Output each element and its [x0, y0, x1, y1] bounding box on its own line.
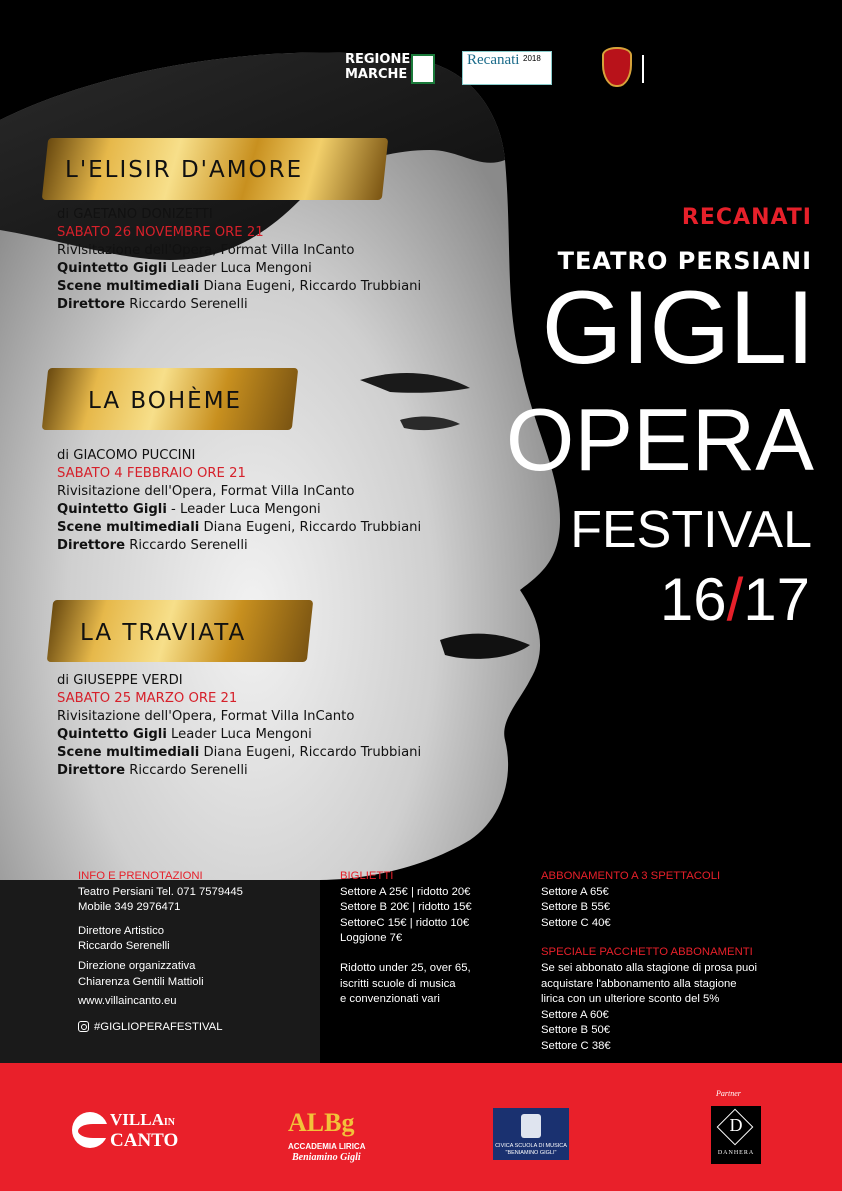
- civica-scuola-logo: CIVICA SCUOLA DI MUSICA "BENIAMINO GIGLI": [493, 1108, 569, 1160]
- festival-title-opera: OPERA: [505, 390, 814, 489]
- opera-details-traviata: di GIUSEPPE VERDI SABATO 25 MARZO ORE 21 Rivisitazione dell'Opera, Format Villa InCanto Quintetto Gigli Leader Luca Mengoni Scene multimediali Diana Eugeni, Riccardo Trubbiani Direttore Riccardo Serenelli: [57, 673, 422, 778]
- opera-title-boheme: LA BOHÈME: [88, 388, 243, 414]
- instagram-icon: [78, 1021, 89, 1032]
- city-label: RECANATI: [681, 205, 812, 230]
- opera-title-traviata: LA TRAVIATA: [80, 620, 247, 646]
- villa-in-canto-icon: [72, 1112, 108, 1148]
- accademia-lirica-logo: ALBg ACCADEMIA LIRICA Beniamino Gigli: [288, 1108, 366, 1163]
- danhera-logo: D DANHERA: [711, 1106, 761, 1164]
- instagram-hashtag[interactable]: #GIGLIOPERAFESTIVAL: [78, 1020, 298, 1036]
- website-link[interactable]: www.villaincanto.eu: [78, 995, 177, 1008]
- tickets-column: BIGLIETTI Settore A 25€ | ridotto 20€ Settore B 20€ | ridotto 15€ SettoreC 15€ | ridotto 10€ Loggione 7€ Ridotto under 25, over 65, iscritti scuole di musica e convenzionati vari: [340, 870, 472, 1006]
- city-crest-icon: [602, 47, 632, 87]
- civica-emblem-icon: [521, 1114, 541, 1138]
- festival-title-festival: FESTIVAL: [570, 501, 812, 559]
- recanati-2018-logo: Recanati 2018: [462, 51, 552, 85]
- opera-details-elisir: di GAETANO DONIZETTI SABATO 26 NOVEMBRE ORE 21 Rivisitazione dell'Opera, Format Villa InCanto Quintetto Gigli Leader Luca Mengoni Scene multimediali Diana Eugeni, Riccardo Trubbiani Direttore Riccardo Serenelli: [57, 207, 422, 312]
- regione-marche-shield-icon: [411, 54, 435, 84]
- subscription-column: ABBONAMENTO A 3 SPETTACOLI Settore A 65€ Settore B 55€ Settore C 40€ SPECIALE PACCHETTO ABBONAMENTI Se sei abbonato alla stagione di prosa puoi acquistare l'abbonamento alla stagione lirica con un ulteriore sconto del 5% Settore A 60€ Settore B 50€ Settore C 38€: [541, 870, 758, 1052]
- villa-in-canto-logo: VILLAIN CANTO: [72, 1110, 202, 1160]
- divider: [642, 55, 644, 83]
- info-column: INFO E PRENOTAZIONI Teatro Persiani Tel. 071 7579445 Mobile 349 2976471 Direttore Artistico Riccardo Serenelli Direzione organizzativa Chiarenza Gentili Mattioli www.villaincanto.eu #GIGLIOPERAFESTIVAL: [78, 869, 298, 1035]
- festival-title-gigli: GIGLI: [541, 270, 814, 386]
- opera-title-elisir: L'ELISIR D'AMORE: [65, 157, 304, 183]
- opera-details-boheme: di GIACOMO PUCCINI SABATO 4 FEBBRAIO ORE 21 Rivisitazione dell'Opera, Format Villa InCanto Quintetto Gigli - Leader Luca Mengoni Scene multimediali Diana Eugeni, Riccardo Trubbiani Direttore Riccardo Serenelli: [57, 448, 422, 553]
- venue-label: TEATRO PERSIANI: [557, 247, 812, 275]
- regione-marche-logo: REGIONE MARCHE: [345, 50, 445, 90]
- institutional-logos: [340, 45, 660, 95]
- festival-season: 16/17: [659, 566, 810, 633]
- partner-label: Partner: [716, 1089, 741, 1098]
